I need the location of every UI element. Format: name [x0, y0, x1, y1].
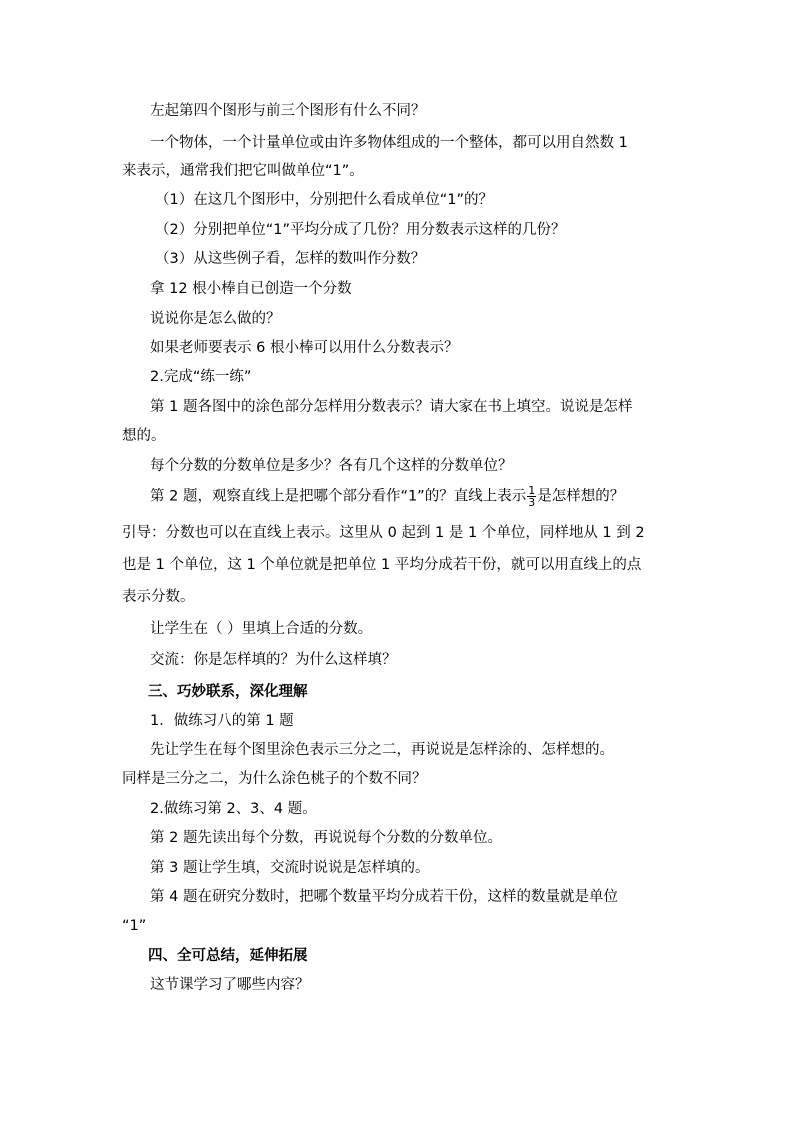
- paragraph-line: 2.做练习第 2、3、4 题。: [150, 801, 317, 817]
- paragraph-line: 这节课学习了哪些内容？: [150, 977, 310, 993]
- paragraph-line: 也是 1 个单位，这 1 个单位就是把单位 1 平均分成若干份，就可以用直线上的点: [122, 557, 642, 573]
- fraction-question-line: [150, 485, 624, 508]
- fraction-question-after: 是怎样想的？: [537, 488, 625, 505]
- section-heading: 三、巧妙联系，深化理解: [148, 684, 308, 700]
- paragraph-line: 交流：你是怎样填的？为什么这样填？: [150, 652, 397, 668]
- fraction-question-before: 第 2 题，观察直线上是把哪个部分看作“1”的？直线上表示: [150, 488, 527, 505]
- fraction-one-third: [527, 485, 536, 508]
- paragraph-line: 拿 12 根小棒自已创造一个分数: [150, 281, 352, 297]
- paragraph-line: “1”: [122, 918, 147, 934]
- paragraph-line: 先让学生在每个图里涂色表示三分之二，再说说是怎样涂的、怎样想的。: [150, 742, 614, 758]
- section-label: 2.完成“练一练”: [150, 369, 252, 385]
- paragraph-line: 想的。: [122, 428, 166, 444]
- paragraph-line: 第 2 题先读出每个分数，再说说每个分数的分数单位。: [150, 830, 502, 846]
- section-heading: 四、全可总结，延伸拓展: [148, 948, 308, 964]
- paragraph-line: 同样是三分之二，为什么涂色桃子的个数不同？: [122, 771, 427, 787]
- paragraph-line: 第 4 题在研究分数时，把哪个数量平均分成若干份，这样的数量就是单位: [150, 889, 618, 905]
- paragraph-line: 说说你是怎么做的？: [150, 311, 281, 327]
- paragraph-line: 引导：分数也可以在直线上表示。这里从 0 起到 1 是 1 个单位，同样地从 1 到 2: [122, 525, 645, 541]
- paragraph-line: 让学生在（ ）里填上合适的分数。: [150, 621, 373, 637]
- paragraph-line: 第 1 题各图中的涂色部分怎样用分数表示？请大家在书上填空。说说是怎样: [150, 399, 633, 415]
- paragraph-line: 来表示，通常我们把它叫做单位“1”。: [122, 163, 364, 179]
- fraction-numerator: 1: [528, 484, 536, 497]
- paragraph-line: （1）在这几个图形中，分别把什么看成单位“1”的？: [155, 192, 493, 208]
- paragraph-line: 每个分数的分数单位是多少？各有几个这样的分数单位？: [150, 458, 513, 474]
- paragraph-line: （3）从这些例子看，怎样的数叫作分数？: [155, 251, 426, 267]
- paragraph-line: 一个物体，一个计量单位或由许多物体组成的一个整体，都可以用自然数 1: [150, 135, 628, 151]
- paragraph-line: 左起第四个图形与前三个图形有什么不同？: [150, 103, 426, 119]
- paragraph-line: 第 3 题让学生填，交流时说说是怎样填的。: [150, 860, 430, 876]
- paragraph-line: 表示分数。: [122, 589, 195, 605]
- paragraph-line: 如果老师要表示 6 根小棒可以用什么分数表示？: [150, 340, 459, 356]
- paragraph-line: 1．做练习八的第 1 题: [150, 713, 294, 729]
- fraction-denominator: 3: [528, 496, 536, 509]
- paragraph-line: （2）分别把单位“1”平均分成了几份？用分数表示这样的几份？: [155, 222, 566, 238]
